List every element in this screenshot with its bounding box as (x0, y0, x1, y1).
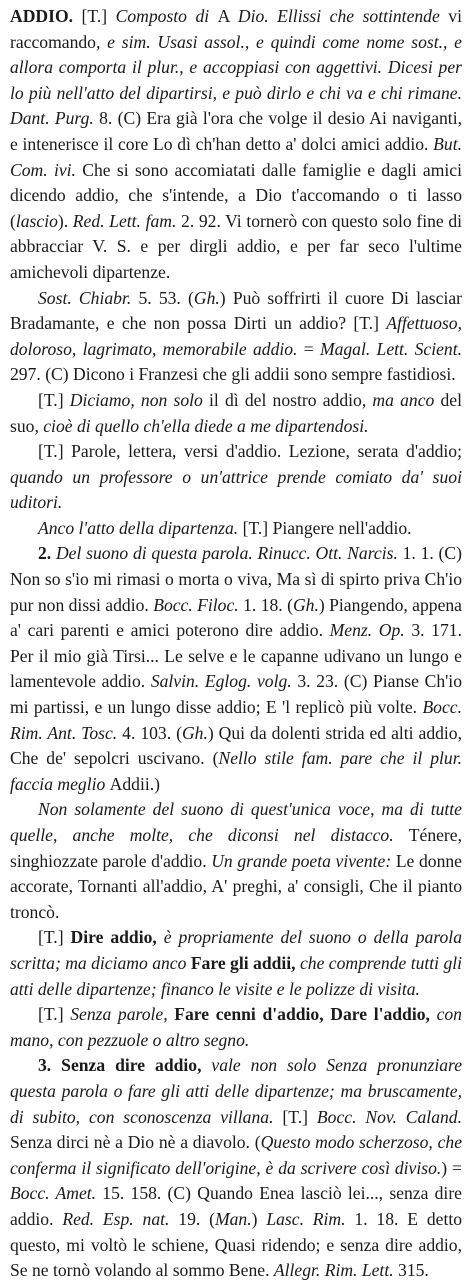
text-run: Senza parole, (70, 1004, 175, 1025)
text-run: 3. 23. (C) Pianse Ch'io mi partissi, e un lungo disse addio; E 'l replicò più volte. (10, 671, 462, 718)
entry-paragraph-8 (10, 925, 462, 1002)
text-run: Affettuoso, doloroso, lagrimato, memorabile addio. (10, 313, 462, 359)
text-run: è propriamente del suono o della parola scritta; ma diciamo anco (10, 927, 462, 973)
text-run: Del suono di questa parola. Rinucc. Ott. Narcis. (55, 543, 403, 564)
text-run: Un grande poeta vivente: (211, 850, 396, 871)
text-run: Senza dire addio, (61, 1055, 212, 1076)
text-run: Lasc. Rim. (266, 1208, 355, 1229)
text-run: del suo (10, 389, 462, 436)
text-run: , cioè di quello ch'ella diede a me dipartendosi. (34, 415, 369, 436)
text-run: [T.] (282, 1106, 317, 1127)
text-run: Senza dirci nè a Dio nè a diavolo. ( (10, 1132, 261, 1153)
text-run: 19. ( (178, 1208, 215, 1229)
text-run: quando un professore o un'attrice prende comiato da' suoi uditori. (10, 466, 462, 513)
text-run: Bocc. Filoc. (153, 594, 244, 615)
text-run: Red. Lett. fam. (72, 210, 182, 231)
text-run: Fare gli addii, (190, 952, 300, 973)
text-run: Bocc. Rim. Ant. Tosc. (10, 697, 462, 743)
text-run: lascio (15, 210, 58, 231)
entry-paragraph-2 (10, 286, 462, 388)
text-run: Dire addio, (70, 927, 164, 948)
text-run: Anco l'atto della dipartenza. (38, 517, 243, 538)
entry-paragraph-1 (10, 4, 462, 286)
text-run: ) = (441, 1157, 462, 1178)
text-run: [T.] (81, 6, 116, 26)
text-run: Bocc. Nov. Caland. (316, 1106, 462, 1127)
text-run: Questo modo scherzoso, che conferma il significato dell'origine, è da scrivere così diviso. (10, 1132, 463, 1178)
text-run: 1. 18. E detto questo, mi voltò le schiene, Quasi ridendo; e senza dire addio, Se ne tornò volando al sommo Bene. (10, 1208, 463, 1281)
text-run: ) Piangendo, appena a' cari parenti e amici poterono dire addio. (10, 594, 462, 641)
text-run: Sost. Chiabr. (38, 287, 139, 308)
text-run: vale non solo Senza pronunziare questa parola o fare gli atti delle dipartenze; ma bruscamente, di subito, con sconoscenza villana. (10, 1055, 463, 1127)
text-run: [T.] (38, 1004, 71, 1025)
entry-paragraph-10 (10, 1053, 462, 1283)
text-run: Non solamente del suono di quest'unica voce, ma di tutte quelle, anche molte, che diconsi nel distacco. (10, 799, 462, 845)
entry-paragraph-3 (10, 388, 462, 439)
text-run: 297. (C) Dicono i Franzesi che gli addii sono sempre fastidiosi. (10, 364, 456, 385)
text-run: Red. Esp. nat. (62, 1208, 179, 1229)
text-run: Addii.) (109, 773, 161, 794)
text-run: 3. 171. Per il mio già Tirsi... Le selve e le capanne udivano un lungo e lamentevole addio. (10, 620, 462, 692)
text-run: , e sim. Usasi assol., e quindi come nome sost., e allora comporta il plur., e accoppiasi con aggettivi. Dicesi per lo più nell'atto del dipartirsi, e può dirlo e chi va e chi rimane. Dant. Purg. (10, 31, 462, 129)
text-run: 5. 53. ( (138, 287, 194, 308)
text-run: Gh. (292, 594, 319, 615)
entry-paragraph-9 (10, 1002, 462, 1053)
text-run: il dì del nostro addio (209, 389, 362, 410)
text-run: 315. (398, 1260, 429, 1281)
text-run: 1. 1. (C) Non so s'io mi rimasi o morta o viva, Ma sì di spirto priva Ch'io pur non dissi addio. (10, 543, 463, 615)
text-run: ) Può soffrirti il cuore Di lasciar Bradamante, e che non possa Dirti un addio? [T.] (10, 287, 462, 334)
text-run: Allegr. Rim. Lett. (273, 1260, 399, 1281)
text-run: [T.] Parole, lettera, versi d'addio. Lezione, serata d'addio; (38, 441, 462, 462)
text-run: [T.] (38, 389, 70, 410)
text-run: 8. (C) Era già l'ora che volge il desio Ai naviganti, e intenerisce il core Lo dì ch'han detto a' dolci amici addio. (10, 108, 462, 154)
text-run: Bocc. Amet. (10, 1183, 103, 1204)
text-run: Salvin. Eglog. volg. (150, 671, 298, 692)
text-run: 2. 92. Vi tornerò con questo solo fine di abbracciar V. S. e per dirgli addio, e per far seco l'ultime amichevoli dipartenze. (10, 210, 463, 282)
text-run: Composto di (115, 6, 218, 26)
text-run: 3. (38, 1055, 62, 1076)
entry-paragraph-7 (10, 797, 462, 925)
text-run: ) (251, 1208, 267, 1229)
text-run: Magal. Lett. Scient. (319, 338, 462, 359)
text-run: che comprende tutti gli atti delle dipartenze; financo le visite e le polizze di visita. (10, 952, 463, 999)
text-run: 15. 158. (C) Quando Enea lasciò lei..., senza dire addio. (10, 1183, 462, 1229)
text-run: 2. (38, 543, 56, 564)
text-run: Fare cenni d'addio, Dare l'addio, (174, 1004, 437, 1025)
entry-paragraph-4 (10, 439, 462, 516)
text-run: Menz. Op. (329, 620, 412, 641)
text-run: Dio. Ellissi che sottintende (237, 6, 449, 26)
text-run: 4. 103. ( (122, 722, 182, 743)
text-run: Le donne accorate, Tornanti all'addio, A' preghi, a' consigli, Che il pianto troncò. (10, 850, 462, 922)
entry-paragraph-6 (10, 541, 462, 797)
text-run: But. Com. ivi. (10, 133, 462, 180)
text-run: ). (57, 210, 73, 231)
text-run: ) Qui da dolenti strida ed alti addio, Che de' sepolcri uscivano. ( (10, 722, 462, 769)
text-run: Diciamo, non solo (69, 389, 210, 410)
text-run: A (217, 6, 238, 26)
text-run: , ma anco (361, 389, 441, 410)
text-run: = (303, 338, 320, 359)
text-run: vi raccomando (10, 6, 462, 52)
text-run: Nello stile fam. pare che il plur. faccia meglio (10, 748, 462, 794)
entry-paragraph-5 (10, 516, 462, 542)
text-run: ADDIO. (10, 6, 82, 26)
text-run: [T.] Piangere nell'addio. (242, 517, 412, 538)
text-run: Gh. (181, 722, 208, 743)
text-run: [T.] (38, 927, 71, 948)
text-run: Gh. (193, 287, 220, 308)
text-run: Man. (214, 1208, 252, 1229)
text-run: Ténere, singhiozzate parole d'addio. (10, 825, 462, 871)
text-run: Che si sono accomiatati dalle famiglie e dagli amici dicendo addio, che s'intende, a Dio t'accomando o ti lasso ( (10, 159, 462, 231)
text-run: 1. 18. ( (243, 594, 293, 615)
text-run: con mano, con pezzuole o altro segno. (10, 1004, 462, 1050)
